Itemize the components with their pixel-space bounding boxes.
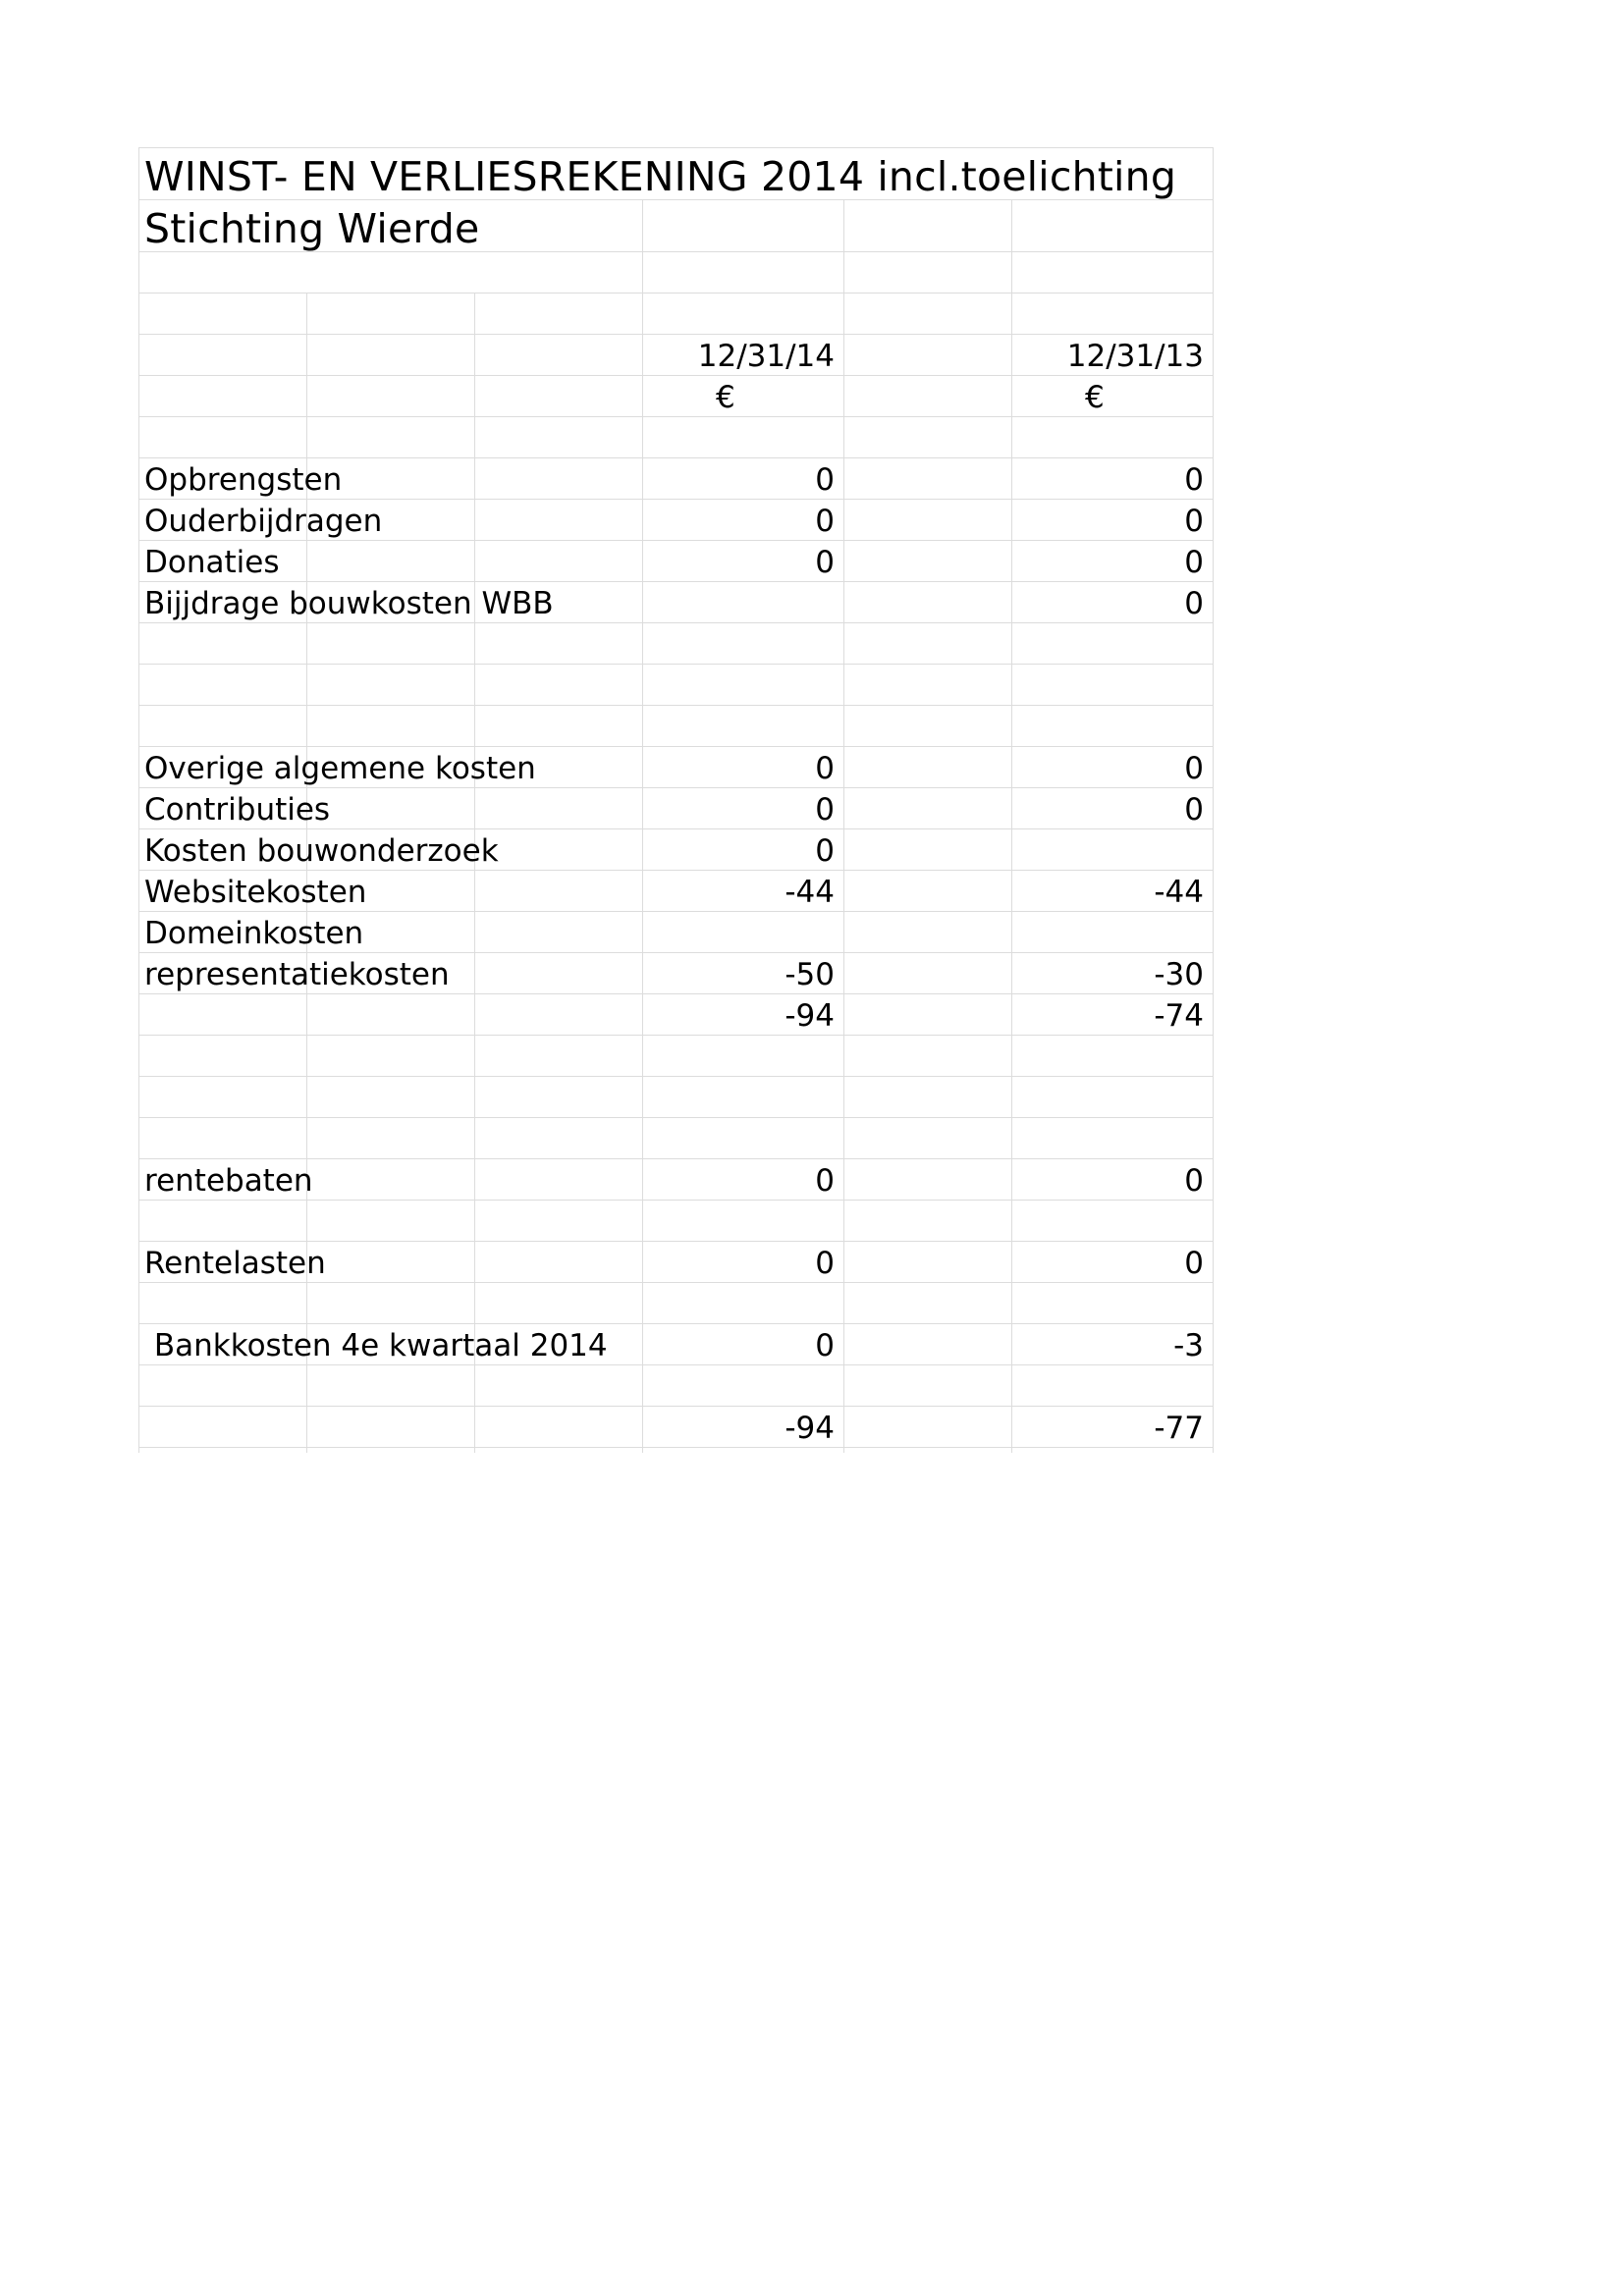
row-value-2013: 0 [1184, 462, 1204, 498]
row-label-bijdrage-bouwkosten: Bijjdrage bouwkosten WBB [144, 586, 554, 621]
grid-column-line [1011, 199, 1012, 1453]
grid-row-line [138, 1406, 1214, 1407]
grid-row-line [138, 705, 1214, 706]
row-value-2014: 0 [815, 1328, 835, 1363]
grid-row-line [138, 1035, 1214, 1036]
row-label-rentelasten: Rentelasten [144, 1246, 326, 1281]
grid-row-line [138, 746, 1214, 747]
grid-row-line [138, 1117, 1214, 1118]
grid-row-line [138, 416, 1214, 417]
grid-row-line [138, 664, 1214, 665]
grid-row-line [138, 1076, 1214, 1077]
row-value-2013: 0 [1184, 504, 1204, 539]
column-header-2014: 12/31/14 [697, 339, 835, 374]
row-value-2013: 0 [1184, 792, 1204, 828]
organization-name: Stichting Wierde [144, 205, 480, 252]
row-value-2013: -3 [1173, 1328, 1204, 1363]
row-value-2013: 0 [1184, 545, 1204, 580]
row-value-2013: -44 [1154, 875, 1204, 910]
row-label-overige-kosten: Overige algemene kosten [144, 751, 536, 786]
row-value-2014: -44 [785, 875, 835, 910]
report-title: WINST- EN VERLIESREKENING 2014 incl.toelichting [144, 153, 1177, 200]
row-label-bouwonderzoek: Kosten bouwonderzoek [144, 833, 499, 869]
row-label-representatiekosten: representatiekosten [144, 957, 450, 992]
row-value-2014: 0 [815, 504, 835, 539]
currency-2014: € [716, 380, 735, 415]
grid-row-line [138, 375, 1214, 376]
grid-row-line [138, 581, 1214, 582]
grid-row-line [138, 147, 1214, 148]
grid-column-line [138, 147, 139, 1453]
column-header-2013: 12/31/13 [1066, 339, 1204, 374]
grid-column-line [1213, 147, 1214, 1453]
row-value-2013: 0 [1184, 1163, 1204, 1199]
subtotal-2013: -74 [1154, 998, 1204, 1034]
grid-row-line [138, 334, 1214, 335]
total-2014: -94 [785, 1411, 835, 1446]
grid-column-line [642, 199, 643, 1453]
row-value-2014: 0 [815, 462, 835, 498]
row-value-2014: 0 [815, 1163, 835, 1199]
row-value-2013: -30 [1154, 957, 1204, 992]
grid-column-line [843, 199, 844, 1453]
row-label-donaties: Donaties [144, 545, 280, 580]
row-value-2014: 0 [815, 545, 835, 580]
grid-row-line [138, 457, 1214, 458]
row-label-bankkosten: Bankkosten 4e kwartaal 2014 [144, 1328, 608, 1363]
total-2013: -77 [1154, 1411, 1204, 1446]
row-label-websitekosten: Websitekosten [144, 875, 367, 910]
currency-2013: € [1085, 380, 1105, 415]
grid-row-line [138, 293, 1214, 294]
row-value-2013: 0 [1184, 751, 1204, 786]
row-label-ouderbijdragen: Ouderbijdragen [144, 504, 383, 539]
row-label-contributies: Contributies [144, 792, 331, 828]
row-value-2014: 0 [815, 751, 835, 786]
subtotal-2014: -94 [785, 998, 835, 1034]
row-label-opbrengsten: Opbrengsten [144, 462, 343, 498]
grid-column-line [474, 293, 475, 1453]
row-value-2014: -50 [785, 957, 835, 992]
row-value-2014: 0 [815, 1246, 835, 1281]
row-value-2014: 0 [815, 792, 835, 828]
grid-row-line [138, 1323, 1214, 1324]
grid-row-line [138, 1158, 1214, 1159]
row-value-2013: 0 [1184, 1246, 1204, 1281]
row-value-2014: 0 [815, 833, 835, 869]
row-value-2013: 0 [1184, 586, 1204, 621]
row-label-rentebaten: rentebaten [144, 1163, 313, 1199]
grid-row-line [138, 1447, 1214, 1448]
grid-row-line [138, 1241, 1214, 1242]
row-label-domeinkosten: Domeinkosten [144, 916, 364, 951]
